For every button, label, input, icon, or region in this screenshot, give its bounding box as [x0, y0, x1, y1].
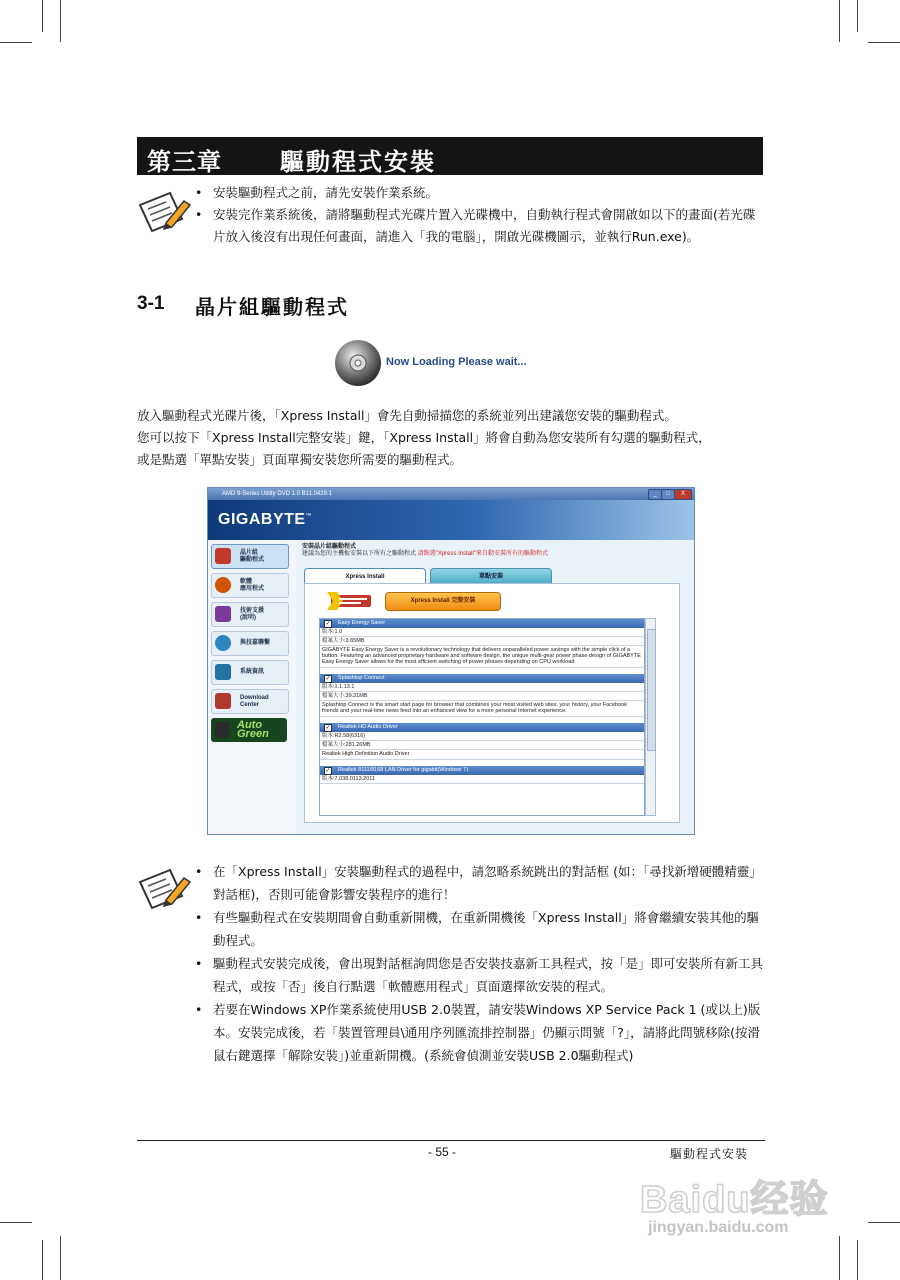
driver-checkbox[interactable]: ✓ [325, 621, 331, 627]
driver-name: Splashtop Connect [338, 675, 385, 681]
crop-mark [42, 0, 43, 32]
content-header [302, 544, 688, 558]
driver-item [320, 723, 644, 760]
sidebar-item-label: 與技嘉聯繫 [240, 640, 271, 646]
driver-name: Realtek 8111/8168 LAN Driver for gigabit(Windows 7) [338, 767, 469, 773]
sidebar-item-label: Download Center [240, 695, 269, 708]
globe-icon [215, 635, 231, 651]
driver-description: Splashtop Connect is the smart start page for browser that combines your most visited web sites, your history, your Facebook friends and your real-time news feed into an enhanced view for a more personal Internet experience. [320, 701, 644, 717]
driver-name: Realtek HD Audio Driver [338, 724, 398, 730]
watermark-url: jingyan.baidu.com [648, 1219, 789, 1236]
notes-bottom [193, 860, 766, 1067]
crop-mark [839, 0, 840, 42]
paragraph-line: 或是點選「單點安裝」頁面單獨安裝您所需要的驅動程式。 [137, 452, 463, 467]
sidebar-item-label: 軟體 應用程式 [240, 579, 265, 592]
note-item: • 安裝驅動程式之前，請先安裝作業系統。 [193, 182, 766, 204]
driver-item [320, 766, 644, 784]
section-title: 晶片組驅動程式 [195, 295, 349, 319]
download-icon [215, 693, 231, 709]
main-content [302, 544, 688, 832]
gigabyte-logo [218, 511, 312, 529]
tab-bar [304, 568, 548, 584]
page-number: - 55 - [428, 1145, 457, 1159]
driver-version: 版本:1.1.13.1 [320, 683, 644, 692]
scrollbar-thumb[interactable] [647, 629, 656, 751]
phone-icon [215, 722, 229, 738]
tab-xpress-install[interactable]: Xpress Install [304, 568, 426, 585]
note-item: • 若要在Windows XP作業系統使用USB 2.0裝置，請安裝Windows XP Service Pack 1 (或以上)版本。安裝完成後，若「裝置管理員\通用序列匯流排控制器」仍顯示問號「?」，請將此問號移除(按滑鼠右鍵選擇「解除安裝」)並重新開機。(系統會偵測並安裝USB 2.0驅動程式) [193, 998, 766, 1067]
crop-mark [60, 1236, 61, 1280]
note-item: • 驅動程式安裝完成後，會出現對話框詢問您是否安裝技嘉新工具程式，按「是」即可安裝所有新工具程式，或按「否」後自行點選「軟體應用程式」頁面選擇欲安裝的程式。 [193, 952, 766, 998]
driver-header[interactable] [320, 619, 644, 628]
footer-title: 驅動程式安裝 [670, 1147, 749, 1161]
chapter-header-bar [137, 137, 763, 175]
close-button[interactable]: X [674, 489, 692, 500]
content-description: 建議為您的主機板安裝以下所有之驅動程式 [302, 551, 417, 557]
chipset-icon [215, 548, 231, 564]
minimize-button[interactable]: _ [648, 489, 662, 500]
xpress-install-logo [327, 592, 373, 610]
sidebar [208, 540, 296, 834]
driver-version: 版本:7.038.0113.2011 [320, 775, 644, 784]
driver-header[interactable] [320, 723, 644, 732]
note-item: • 安裝完作業系統後，請將驅動程式光碟片置入光碟機中，自動執行程式會開啟如以下的畫面(若光碟片放入後沒有出現任何畫面，請進入「我的電腦」，開啟光碟機圖示，並執行Run.exe)。 [193, 204, 766, 248]
notes-top [193, 182, 766, 248]
driver-size: 檔案大小:39.31MB [320, 692, 644, 701]
note-pencil-icon [136, 866, 192, 914]
tab-single-install[interactable]: 單點安裝 [430, 568, 552, 585]
tools-icon [215, 606, 231, 622]
xpress-install-button[interactable]: Xpress Install 完整安裝 [385, 592, 501, 611]
driver-name: Easy Energy Saver [338, 620, 386, 626]
sidebar-item-system-info[interactable] [211, 660, 289, 685]
computer-icon [215, 664, 231, 680]
crop-mark [60, 0, 61, 42]
driver-header[interactable] [320, 766, 644, 775]
install-panel [304, 583, 680, 823]
driver-description: Realtek High Definition Audio Driver [320, 750, 644, 760]
driver-version: 版本:R2.58(6316) [320, 732, 644, 741]
driver-description: GIGABYTE Easy Energy Saver is a revolutionary technology that delivers unparalleled power savings with the simple click of a button. Featuring an advanced proprietary hardware and software design, the unique multi-gear power phase design of GIGABYTE Easy Energy Saver allows for the most efficient switching of power phases depending on CPU workload. [320, 646, 644, 668]
maximize-button[interactable]: □ [661, 489, 675, 500]
crop-mark [868, 42, 900, 43]
driver-header[interactable] [320, 674, 644, 683]
driver-checkbox[interactable]: ✓ [325, 768, 331, 774]
sidebar-item-contact[interactable] [211, 631, 289, 656]
gigabyte-banner [208, 500, 694, 540]
cd-icon [215, 577, 231, 593]
driver-list [319, 618, 645, 816]
content-title: 安裝晶片組驅動程式 [302, 544, 357, 550]
paragraph-line: 您可以按下「Xpress Install完整安裝」鍵，「Xpress Install」將會自動為您安裝所有勾選的驅動程式， [137, 430, 711, 445]
crop-mark [857, 1240, 858, 1280]
driver-item [320, 674, 644, 717]
crop-mark [0, 1222, 32, 1223]
driver-size: 檔案大小:281.26MB [320, 741, 644, 750]
sidebar-item-chipset-drivers[interactable] [211, 544, 289, 569]
brand-text: GIGABYTE [218, 511, 306, 528]
chapter-title: 驅動程式安裝 [280, 147, 436, 176]
note-item: • 在「Xpress Install」安裝驅動程式的過程中，請忽略系統跳出的對話框 (如：「尋找新增硬體精靈」對話框)，否則可能會影響安裝程序的進行！ [193, 860, 766, 906]
crop-mark [0, 42, 32, 43]
sidebar-item-label: 技術支援 (說明) [240, 608, 265, 621]
sidebar-item-tech-support[interactable] [211, 602, 289, 627]
driver-item [320, 619, 644, 668]
sidebar-item-download-center[interactable] [211, 689, 289, 714]
cd-disc-icon [333, 338, 383, 388]
installer-window [207, 487, 695, 835]
crop-mark [857, 0, 858, 32]
driver-list-scrollbar[interactable] [645, 618, 656, 816]
intro-paragraph [137, 405, 765, 471]
trademark-mark: ™ [305, 513, 313, 520]
crop-mark [42, 1240, 43, 1280]
driver-checkbox[interactable]: ✓ [325, 725, 331, 731]
paragraph-line: 放入驅動程式光碟片後，「Xpress Install」會先自動掃描您的系統並列出建議您安裝的驅動程式。 [137, 408, 677, 423]
driver-size: 檔案大小:3.65MB [320, 637, 644, 646]
window-titlebar [208, 488, 694, 500]
loading-text: Now Loading Please wait... [386, 356, 527, 368]
footer-rule [137, 1140, 765, 1141]
crop-mark [839, 1236, 840, 1280]
window-title: AMD 9-Series Utility DVD 1.0 B11.0429.1 [222, 491, 332, 497]
chapter-label: 第三章 [147, 147, 222, 176]
note-item: • 有些驅動程式在安裝期間會自動重新開機，在重新開機後「Xpress Install」將會繼續安裝其他的驅動程式。 [193, 906, 766, 952]
section-number: 3-1 [137, 293, 165, 314]
sidebar-item-applications[interactable] [211, 573, 289, 598]
auto-green-button[interactable] [211, 718, 287, 742]
sidebar-item-label: 系統資訊 [240, 669, 265, 675]
sidebar-item-label: 晶片組 驅動程式 [240, 550, 265, 563]
driver-version: 版本:1.0 [320, 628, 644, 637]
driver-checkbox[interactable]: ✓ [325, 676, 331, 682]
note-pencil-icon [136, 189, 192, 237]
baidu-watermark: Baidu经验 [640, 1179, 829, 1221]
content-hint: 請點選"Xpress Install"來自動安裝所有的驅動程式 [417, 551, 548, 557]
auto-green-label: Auto Green [237, 719, 269, 740]
crop-mark [868, 1222, 900, 1223]
